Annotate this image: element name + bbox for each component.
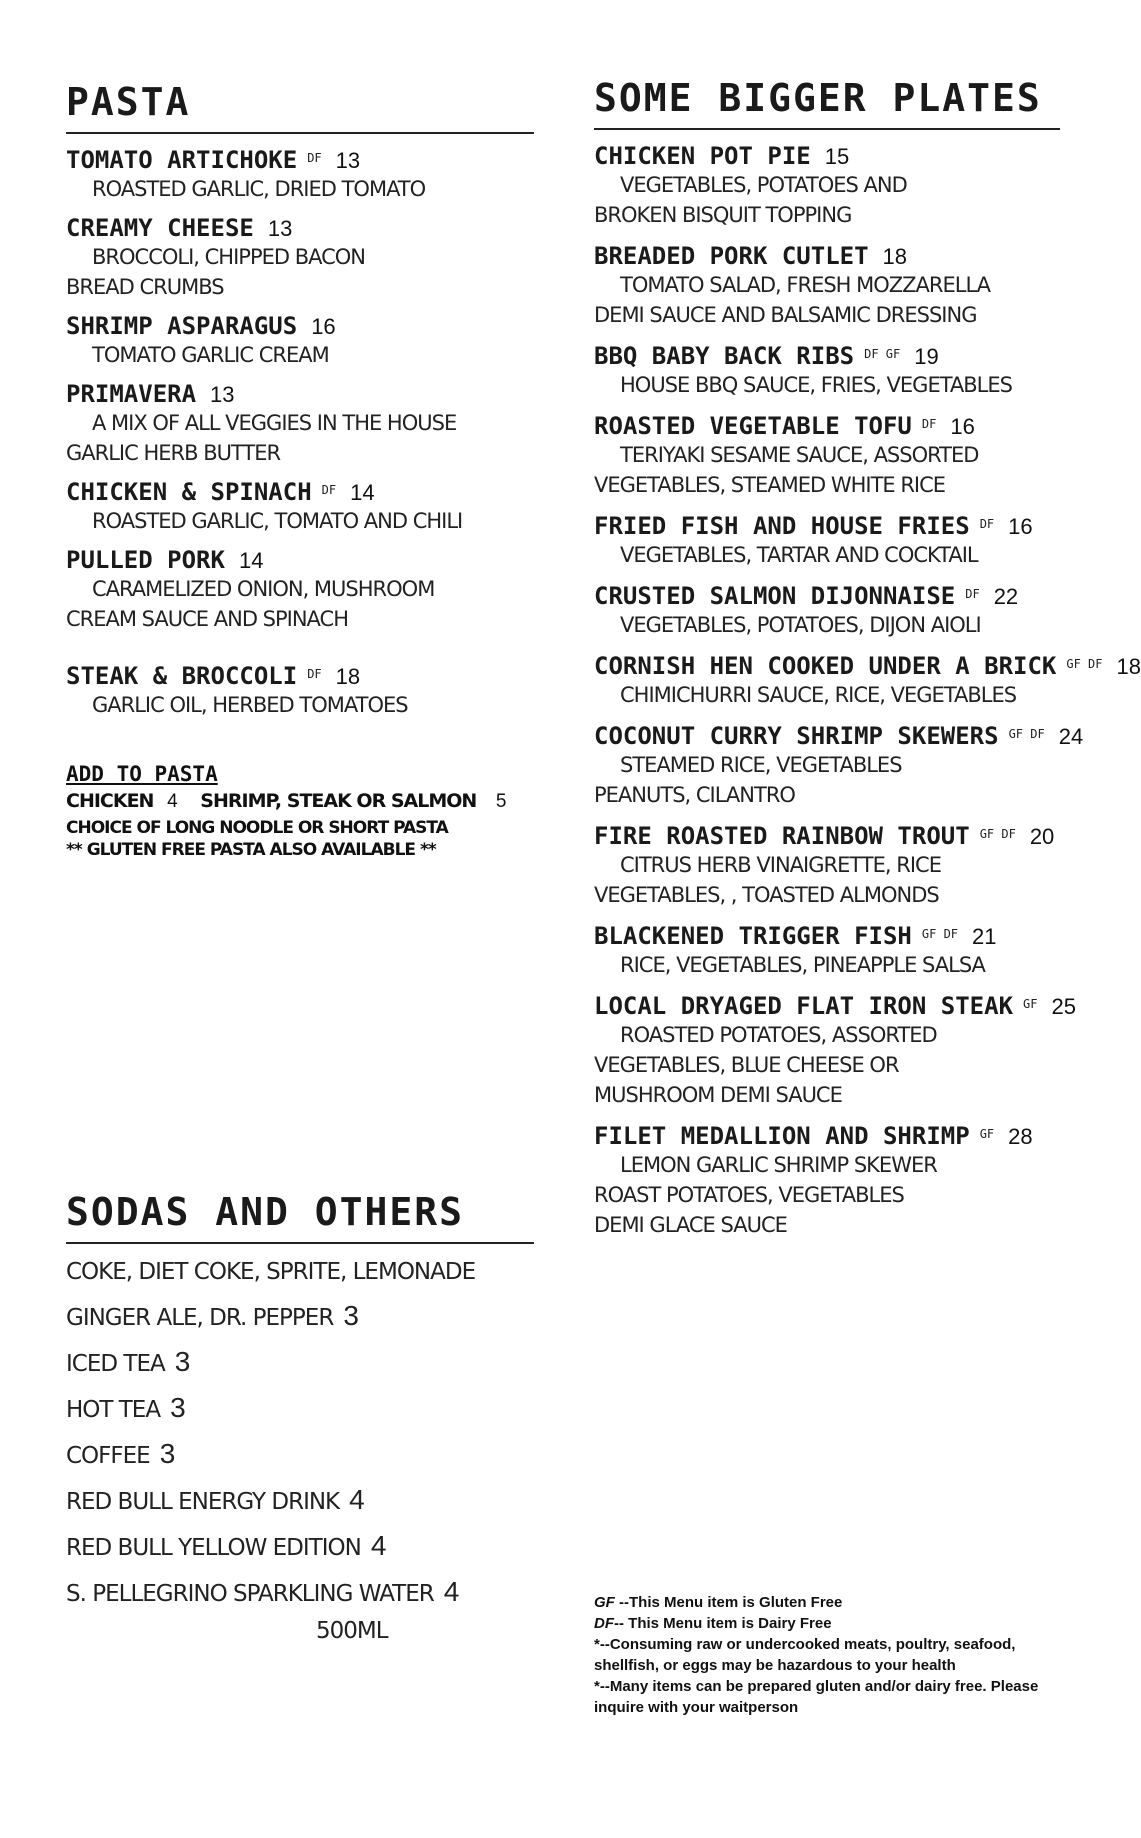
add-to-pasta <box>66 762 534 861</box>
pasta-item-price: 13 <box>335 148 361 173</box>
drink-price: 4 <box>443 1576 459 1607</box>
pasta-item-name: SHRIMP ASPARAGUS <box>66 312 298 340</box>
plate-item-description <box>594 170 1060 230</box>
description-line: VEGETABLES, POTATOES AND <box>620 173 907 197</box>
add-chicken-price: 4 <box>167 791 177 812</box>
add-shrimp-steak-salmon-price: 5 <box>495 791 506 812</box>
pasta-item-price: 13 <box>267 216 293 241</box>
plate-item-description <box>594 540 1060 570</box>
plate-item-description <box>594 270 1060 330</box>
drink-label: RED BULL YELLOW EDITION <box>66 1535 361 1561</box>
pasta-item <box>66 146 534 204</box>
add-to-pasta-options <box>66 786 534 817</box>
description-line: BROKEN BISQUIT TOPPING <box>594 203 852 227</box>
plate-item <box>594 512 1060 570</box>
plate-item-header <box>594 512 1060 540</box>
plate-item-description <box>594 750 1060 810</box>
plate-item-price: 18 <box>882 244 908 269</box>
plates-divider <box>594 128 1060 130</box>
plate-item <box>594 822 1060 910</box>
description-line: CREAM SAUCE AND SPINACH <box>66 607 349 631</box>
description-line: ROAST POTATOES, VEGETABLES <box>594 1183 904 1207</box>
drink-label: COFFEE <box>66 1443 150 1469</box>
diet-tags: GF <box>1023 997 1038 1011</box>
gluten-free-pasta-note: ** GLUTEN FREE PASTA ALSO AVAILABLE ** <box>66 840 436 860</box>
plate-item-header <box>594 922 1060 950</box>
plate-item-description <box>594 950 1060 980</box>
soda-items <box>66 1250 534 1616</box>
plate-item-header <box>594 652 1141 680</box>
plate-item <box>594 582 1060 640</box>
plate-item-name: ROASTED VEGETABLE TOFU <box>594 412 912 440</box>
drink-item <box>66 1432 534 1478</box>
plate-item-price: 24 <box>1058 724 1084 749</box>
description-line: TERIYAKI SESAME SAUCE, ASSORTED <box>620 443 979 467</box>
df-text: -- This Menu item is Dairy Free <box>614 1615 832 1632</box>
description-line: GARLIC HERB BUTTER <box>66 441 281 465</box>
df-abbr: DF <box>594 1615 614 1632</box>
raw-food-warning: *--Consuming raw or undercooked meats, poultry, seafood, shellfish, or eggs may be hazardous to your health <box>594 1636 1016 1674</box>
plates-section <box>594 76 1141 1252</box>
drink-item <box>66 1294 534 1340</box>
plate-item-name: CORNISH HEN COOKED UNDER A BRICK <box>594 652 1057 680</box>
description-line: PEANUTS, CILANTRO <box>594 783 795 807</box>
plate-item-header <box>594 142 1060 170</box>
pasta-item-name: PRIMAVERA <box>66 380 197 408</box>
description-line: CHIMICHURRI SAUCE, RICE, VEGETABLES <box>620 683 1017 707</box>
plate-item-header <box>594 722 1084 750</box>
pasta-item-description <box>66 574 534 634</box>
plate-item-price: 28 <box>1008 1124 1033 1149</box>
pasta-item-price: 14 <box>238 548 264 573</box>
diet-tags: DF GF <box>864 347 901 361</box>
diet-tags: GF DF <box>979 827 1016 841</box>
gf-text: --This Menu item is Gluten Free <box>614 1594 843 1611</box>
description-line: ROASTED POTATOES, ASSORTED <box>620 1023 937 1047</box>
drink-price: 3 <box>170 1392 185 1423</box>
description-line: TOMATO SALAD, FRESH MOZZARELLA <box>620 273 991 297</box>
drink-price: 3 <box>159 1438 175 1469</box>
pasta-item-description <box>66 690 534 720</box>
plate-item <box>594 992 1076 1110</box>
drink-label: ICED TEA <box>66 1351 165 1377</box>
diet-tags: GF DF <box>1066 657 1103 671</box>
plate-item-name: CHICKEN POT PIE <box>594 142 811 170</box>
drink-item <box>66 1570 534 1616</box>
description-line: TOMATO GARLIC CREAM <box>92 343 329 367</box>
sodas-divider <box>66 1242 534 1244</box>
description-line: VEGETABLES, , TOASTED ALMONDS <box>594 883 939 907</box>
plate-item-name: BLACKENED TRIGGER FISH <box>594 922 912 950</box>
plate-item-header <box>594 412 1060 440</box>
plate-item <box>594 722 1084 810</box>
plate-items <box>594 142 1141 1240</box>
plate-item-price: 22 <box>993 584 1019 609</box>
pasta-item-description <box>66 340 534 370</box>
plate-item <box>594 242 1060 330</box>
plate-item-price: 16 <box>950 414 975 439</box>
plate-item-price: 20 <box>1029 824 1055 849</box>
diet-tags: GF DF <box>921 927 959 941</box>
plate-item-price: 18 <box>1116 654 1141 679</box>
pasta-item-description <box>66 506 534 536</box>
description-line: VEGETABLES, BLUE CHEESE OR <box>594 1053 899 1077</box>
plate-item-name: FIRE ROASTED RAINBOW TROUT <box>594 822 970 850</box>
plate-item-name: FILET MEDALLION AND SHRIMP <box>594 1122 970 1150</box>
plate-item-name: LOCAL DRYAGED FLAT IRON STEAK <box>594 992 1014 1020</box>
pasta-item-header <box>66 380 534 408</box>
pasta-item-name: TOMATO ARTICHOKE <box>66 146 298 174</box>
plate-item-name: FRIED FISH AND HOUSE FRIES <box>594 512 970 540</box>
plate-item-header <box>594 342 1060 370</box>
plate-item-header <box>594 242 1060 270</box>
plate-item <box>594 922 1060 980</box>
description-line: CITRUS HERB VINAIGRETTE, RICE <box>620 853 941 877</box>
drink-item <box>66 1250 534 1294</box>
diet-tags: DF <box>321 483 337 497</box>
pasta-item <box>66 312 534 370</box>
drink-label: GINGER ALE, DR. PEPPER <box>66 1305 334 1331</box>
prepared-note: *--Many items can be prepared gluten and/or dairy free. Please inquire with your waitperson <box>594 1678 1039 1716</box>
description-line: BROCCOLI, CHIPPED BACON <box>92 245 366 269</box>
diet-tags: DF <box>921 417 937 431</box>
description-line: STEAMED RICE, VEGETABLES <box>620 753 902 777</box>
drink-item <box>66 1524 534 1570</box>
description-line: MUSHROOM DEMI SAUCE <box>594 1083 842 1107</box>
plate-item-description <box>594 1020 1060 1110</box>
pasta-item-name: PULLED PORK <box>66 546 225 574</box>
drink-price: 3 <box>174 1346 190 1377</box>
gf-abbr: GF <box>594 1594 615 1611</box>
description-line: BREAD CRUMBS <box>66 275 224 299</box>
description-line: RICE, VEGETABLES, PINEAPPLE SALSA <box>620 953 985 977</box>
df-footnote <box>594 1613 1060 1634</box>
pasta-item-header <box>66 662 534 690</box>
plate-item-description <box>594 850 1060 910</box>
pasta-item <box>66 546 534 634</box>
plates-title: SOME BIGGER PLATES <box>594 76 1042 120</box>
plate-item-description <box>594 370 1060 400</box>
plate-item-header <box>594 822 1060 850</box>
description-line: A MIX OF ALL VEGGIES IN THE HOUSE <box>92 411 457 435</box>
pasta-title: PASTA <box>66 80 191 124</box>
pasta-item <box>66 214 534 302</box>
plate-item <box>594 652 1141 710</box>
pasta-item-header <box>66 546 534 574</box>
plate-item <box>594 1122 1060 1240</box>
plate-item-header <box>594 1122 1060 1150</box>
description-line: VEGETABLES, POTATOES, DIJON AIOLI <box>620 613 981 637</box>
plate-item-name: CRUSTED SALMON DIJONNAISE <box>594 582 956 610</box>
pasta-item-header <box>66 146 534 174</box>
drink-label: COKE, DIET COKE, SPRITE, LEMONADE <box>66 1259 476 1285</box>
diet-tags: GF <box>979 1127 995 1141</box>
description-line: ROASTED GARLIC, DRIED TOMATO <box>92 177 426 201</box>
pasta-item-description <box>66 408 534 468</box>
drink-price: 4 <box>370 1530 386 1561</box>
drink-item <box>66 1478 534 1524</box>
plate-item-header <box>594 992 1076 1020</box>
plate-item-description <box>594 440 1060 500</box>
pasta-item-price: 16 <box>311 314 336 339</box>
plate-item-name: COCONUT CURRY SHRIMP SKEWERS <box>594 722 999 750</box>
drink-price: 3 <box>343 1300 358 1331</box>
gf-footnote <box>594 1592 1060 1613</box>
plate-item-price: 19 <box>914 344 939 369</box>
drink-label: S. PELLEGRINO SPARKLING WATER <box>66 1581 434 1607</box>
description-line: VEGETABLES, STEAMED WHITE RICE <box>594 473 946 497</box>
pasta-item-name: STEAK & BROCCOLI <box>66 662 298 690</box>
pasta-item-price: 18 <box>335 664 361 689</box>
description-line: DEMI SAUCE AND BALSAMIC DRESSING <box>594 303 977 327</box>
drink-label: HOT TEA <box>66 1397 161 1423</box>
diet-tags: DF <box>307 151 322 165</box>
plate-item <box>594 142 1060 230</box>
description-line: GARLIC OIL, HERBED TOMATOES <box>92 693 408 717</box>
add-shrimp-steak-salmon-label: SHRIMP, STEAK OR SALMON <box>200 790 477 812</box>
pasta-item-header <box>66 478 534 506</box>
plate-item-price: 15 <box>824 144 850 169</box>
plate-item-price: 21 <box>972 924 997 949</box>
add-to-pasta-title: ADD TO PASTA <box>66 762 218 786</box>
plate-item-description <box>594 1150 1060 1240</box>
pellegrino-size: 500ML <box>316 1618 388 1644</box>
plate-item <box>594 342 1060 400</box>
footnotes <box>594 1592 1060 1718</box>
diet-tags: DF <box>979 517 995 531</box>
diet-tags: DF <box>965 587 980 601</box>
plate-item-price: 16 <box>1008 514 1033 539</box>
pasta-divider <box>66 132 534 134</box>
pasta-item-description <box>66 174 534 204</box>
pasta-item-price: 13 <box>210 382 235 407</box>
description-line: LEMON GARLIC SHRIMP SKEWER <box>620 1153 937 1177</box>
diet-tags: GF DF <box>1008 727 1045 741</box>
sodas-section <box>66 1190 534 1646</box>
pasta-items <box>66 146 534 720</box>
pasta-item-name: CREAMY CHEESE <box>66 214 254 242</box>
sodas-title: SODAS AND OTHERS <box>66 1190 465 1234</box>
description-line: DEMI GLACE SAUCE <box>594 1213 787 1237</box>
description-line: VEGETABLES, TARTAR AND COCKTAIL <box>620 543 978 567</box>
noodle-choice-note: CHOICE OF LONG NOODLE OR SHORT PASTA <box>66 818 448 838</box>
plate-item-name: BREADED PORK CUTLET <box>594 242 869 270</box>
drink-price: 4 <box>349 1484 364 1515</box>
description-line: ROASTED GARLIC, TOMATO AND CHILI <box>92 509 463 533</box>
pasta-item <box>66 662 534 720</box>
add-chicken-label: CHICKEN <box>66 790 154 812</box>
plate-item <box>594 412 1060 500</box>
plate-item-header <box>594 582 1060 610</box>
pasta-item-description <box>66 242 534 302</box>
pasta-item-price: 14 <box>350 480 375 505</box>
plate-item-description <box>594 610 1060 640</box>
drink-label: RED BULL ENERGY DRINK <box>66 1489 340 1515</box>
plate-item-name: BBQ BABY BACK RIBS <box>594 342 855 370</box>
diet-tags: DF <box>307 667 322 681</box>
pasta-item-name: CHICKEN & SPINACH <box>66 478 312 506</box>
drink-item <box>66 1340 534 1386</box>
drink-item <box>66 1386 534 1432</box>
description-line: HOUSE BBQ SAUCE, FRIES, VEGETABLES <box>620 373 1012 397</box>
description-line: CARAMELIZED ONION, MUSHROOM <box>92 577 435 601</box>
pasta-item <box>66 478 534 536</box>
pasta-section <box>66 80 534 861</box>
pasta-item-header <box>66 312 534 340</box>
plate-item-price: 25 <box>1051 994 1076 1019</box>
pasta-item <box>66 380 534 468</box>
plate-item-description <box>594 680 1060 710</box>
pasta-item-header <box>66 214 534 242</box>
